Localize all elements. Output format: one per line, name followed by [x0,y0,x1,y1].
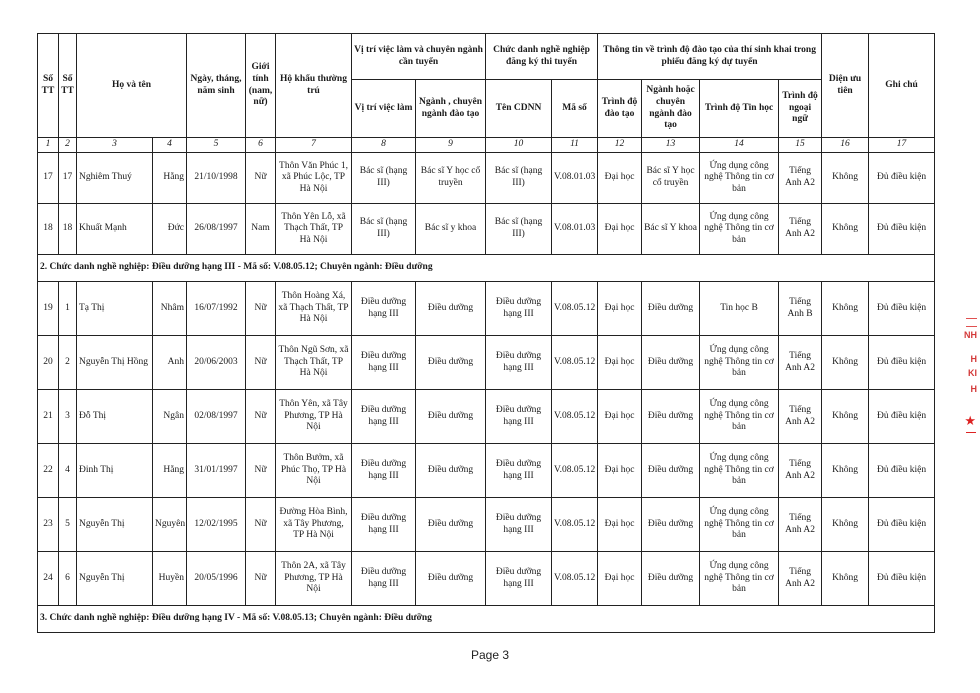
header-cdnn: Tên CDNN [486,80,552,138]
cell-dob: 02/08/1997 [187,390,246,444]
cell-major: Điều dưỡng [416,444,486,498]
cell-edu: Đại học [598,153,642,204]
header-title-group: Chức danh nghề nghiệp đăng ký thi tuyển [486,34,598,80]
section-2-title: 2. Chức danh nghề nghiệp: Điều dưỡng hạng III - Mã số: V.08.05.12; Chuyên ngành: Điều dưỡng [38,255,935,282]
cell-edu-major: Điều dưỡng [642,552,700,606]
header-code: Mã số [552,80,598,138]
cell-position: Điều dưỡng hạng III [352,498,416,552]
stamp-fragment-lines [966,318,977,327]
header-edu-level: Trình độ đào tạo [598,80,642,138]
cell-major: Điều dưỡng [416,282,486,336]
cell-cdnn: Bác sĩ (hạng III) [486,153,552,204]
cell-gender: Nữ [246,282,276,336]
cell-code: V.08.05.12 [552,282,598,336]
cell-it: Ứng dụng công nghệ Thông tin cơ bản [700,204,779,255]
cell-stt: 21 [38,390,59,444]
cell-address: Thôn Yên, xã Tây Phương, TP Hà Nội [276,390,352,444]
cell-edu: Đại học [598,204,642,255]
cell-given-name: Hằng [153,444,187,498]
cell-surname: Nguyễn Thị [77,552,153,606]
cell-gender: Nữ [246,498,276,552]
cell-priority: Không [822,336,869,390]
cell-stt: 18 [38,204,59,255]
cell-major: Điều dưỡng [416,390,486,444]
cell-gender: Nữ [246,153,276,204]
col-index: 6 [246,138,276,153]
header-address: Hộ khẩu thường trú [276,34,352,138]
col-index: 4 [153,138,187,153]
cell-lang: Tiếng Anh A2 [779,552,822,606]
cell-code: V.08.05.12 [552,444,598,498]
cell-edu-major: Điều dưỡng [642,498,700,552]
col-index: 13 [642,138,700,153]
col-index: 15 [779,138,822,153]
cell-it: Ứng dụng công nghệ Thông tin cơ bản [700,498,779,552]
header-stt2: Số TT [59,34,77,138]
cell-note: Đủ điều kiện [869,498,935,552]
cell-given-name: Anh [153,336,187,390]
cell-position: Điều dưỡng hạng III [352,336,416,390]
col-index: 11 [552,138,598,153]
table-row [38,498,935,552]
cell-stt: 20 [38,336,59,390]
cell-position: Điều dưỡng hạng III [352,552,416,606]
col-index: 14 [700,138,779,153]
header-dob: Ngày, tháng, năm sinh [187,34,246,138]
cell-note: Đủ điều kiện [869,204,935,255]
cell-address: Thôn Văn Phúc 1, xã Phúc Lộc, TP Hà Nội [276,153,352,204]
cell-surname: Nguyễn Thị Hồng [77,336,153,390]
section-row [38,255,935,282]
cell-code: V.08.05.12 [552,498,598,552]
cell-note: Đủ điều kiện [869,552,935,606]
header-major: Ngành , chuyên ngành đào tạo [416,80,486,138]
cell-priority: Không [822,498,869,552]
cell-stt2: 6 [59,552,77,606]
cell-edu-major: Điều dưỡng [642,390,700,444]
cell-stt: 24 [38,552,59,606]
cell-note: Đủ điều kiện [869,390,935,444]
cell-dob: 16/07/1992 [187,282,246,336]
table-row [38,282,935,336]
cell-dob: 20/05/1996 [187,552,246,606]
col-index: 17 [869,138,935,153]
cell-edu-major: Bác sĩ Y học cổ truyền [642,153,700,204]
cell-it: Tin học B [700,282,779,336]
cell-it: Ứng dụng công nghệ Thông tin cơ bản [700,336,779,390]
header-row-1 [38,34,935,80]
cell-stt: 23 [38,498,59,552]
cell-stt2: 5 [59,498,77,552]
cell-stt2: 2 [59,336,77,390]
cell-lang: Tiếng Anh A2 [779,204,822,255]
table-row [38,153,935,204]
cell-code: V.08.05.12 [552,552,598,606]
cell-stt: 19 [38,282,59,336]
cell-major: Điều dưỡng [416,552,486,606]
cell-given-name: Nguyên [153,498,187,552]
cell-major: Điều dưỡng [416,498,486,552]
col-index: 9 [416,138,486,153]
col-index: 5 [187,138,246,153]
cell-gender: Nam [246,204,276,255]
section-row [38,606,935,633]
page-number: Page 3 [470,648,510,662]
cell-surname: Tạ Thị [77,282,153,336]
table-row [38,204,935,255]
table-row [38,444,935,498]
cell-surname: Khuất Mạnh [77,204,153,255]
cell-it: Ứng dụng công nghệ Thông tin cơ bản [700,153,779,204]
cell-stt2: 1 [59,282,77,336]
col-index: 8 [352,138,416,153]
cell-priority: Không [822,282,869,336]
candidate-table [37,33,935,633]
stamp-fragment-text: KI [968,368,977,378]
cell-surname: Đỗ Thị [77,390,153,444]
cell-gender: Nữ [246,390,276,444]
cell-major: Bác sĩ Y học cổ truyền [416,153,486,204]
cell-edu-major: Bác sĩ Y khoa [642,204,700,255]
cell-given-name: Hằng [153,153,187,204]
column-index-row [38,138,935,153]
cell-edu-major: Điều dưỡng [642,444,700,498]
cell-address: Thôn 2A, xã Tây Phương, TP Hà Nội [276,552,352,606]
cell-cdnn: Điều dưỡng hạng III [486,498,552,552]
cell-dob: 12/02/1995 [187,498,246,552]
table-row [38,552,935,606]
header-position: Vị trí việc làm [352,80,416,138]
cell-lang: Tiếng Anh A2 [779,153,822,204]
col-index: 7 [276,138,352,153]
cell-edu: Đại học [598,390,642,444]
col-index: 16 [822,138,869,153]
cell-position: Bác sĩ (hạng III) [352,153,416,204]
header-lang-level: Trình độ ngoại ngữ [779,80,822,138]
cell-surname: Nghiêm Thuý [77,153,153,204]
cell-gender: Nữ [246,336,276,390]
cell-stt2: 17 [59,153,77,204]
section-3-title: 3. Chức danh nghề nghiệp: Điều dưỡng hạng IV - Mã số: V.08.05.13; Chuyên ngành: Điều dưỡng [38,606,935,633]
table-row [38,390,935,444]
cell-note: Đủ điều kiện [869,282,935,336]
cell-code: V.08.05.12 [552,336,598,390]
cell-gender: Nữ [246,444,276,498]
cell-code: V.08.01.03 [552,153,598,204]
cell-stt2: 4 [59,444,77,498]
cell-lang: Tiếng Anh A2 [779,498,822,552]
header-it-level: Trình độ Tin học [700,80,779,138]
cell-position: Điều dưỡng hạng III [352,390,416,444]
cell-cdnn: Điều dưỡng hạng III [486,552,552,606]
cell-lang: Tiếng Anh A2 [779,390,822,444]
header-edu-major: Ngành hoặc chuyên ngành đào tạo [642,80,700,138]
cell-position: Điều dưỡng hạng III [352,282,416,336]
cell-address: Thôn Hoàng Xá, xã Thạch Thất, TP Hà Nội [276,282,352,336]
cell-address: Thôn Bưởm, xã Phúc Thọ, TP Hà Nội [276,444,352,498]
cell-priority: Không [822,390,869,444]
cell-dob: 31/01/1997 [187,444,246,498]
cell-cdnn: Điều dưỡng hạng III [486,336,552,390]
cell-surname: Nguyễn Thị [77,498,153,552]
header-position-group: Vị trí việc làm và chuyên ngành cần tuyển [352,34,486,80]
cell-address: Thôn Yên Lỗ, xã Thạch Thất, TP Hà Nội [276,204,352,255]
cell-cdnn: Điều dưỡng hạng III [486,282,552,336]
cell-edu: Đại học [598,336,642,390]
cell-cdnn: Điều dưỡng hạng III [486,390,552,444]
cell-note: Đủ điều kiện [869,153,935,204]
cell-lang: Tiếng Anh B [779,282,822,336]
stamp-fragment-text: H [970,354,977,364]
cell-lang: Tiếng Anh A2 [779,444,822,498]
cell-cdnn: Bác sĩ (hạng III) [486,204,552,255]
stamp-fragment-line [966,432,976,433]
cell-cdnn: Điều dưỡng hạng III [486,444,552,498]
cell-major: Điều dưỡng [416,336,486,390]
header-priority: Diện ưu tiên [822,34,869,138]
cell-given-name: Ngân [153,390,187,444]
cell-note: Đủ điều kiện [869,336,935,390]
cell-code: V.08.01.03 [552,204,598,255]
header-info-group: Thông tin về trình độ đào tạo của thí sinh khai trong phiếu đăng ký dự tuyển [598,34,822,80]
stamp-fragment-text: NH [964,330,977,340]
cell-edu-major: Điều dưỡng [642,336,700,390]
cell-dob: 21/10/1998 [187,153,246,204]
cell-edu: Đại học [598,552,642,606]
cell-code: V.08.05.12 [552,390,598,444]
header-gender: Giới tính (nam, nữ) [246,34,276,138]
cell-priority: Không [822,444,869,498]
cell-priority: Không [822,153,869,204]
cell-dob: 26/08/1997 [187,204,246,255]
table-row [38,336,935,390]
cell-position: Bác sĩ (hạng III) [352,204,416,255]
col-index: 1 [38,138,59,153]
cell-it: Ứng dụng công nghệ Thông tin cơ bản [700,390,779,444]
cell-edu: Đại học [598,444,642,498]
stamp-star-icon: ★ [964,413,976,428]
cell-lang: Tiếng Anh A2 [779,336,822,390]
col-index: 12 [598,138,642,153]
header-stt: Số TT [38,34,59,138]
cell-stt2: 18 [59,204,77,255]
cell-priority: Không [822,204,869,255]
cell-given-name: Đức [153,204,187,255]
cell-given-name: Nhâm [153,282,187,336]
header-name: Họ và tên [77,34,187,138]
cell-major: Bác sĩ y khoa [416,204,486,255]
cell-edu: Đại học [598,498,642,552]
col-index: 10 [486,138,552,153]
cell-priority: Không [822,552,869,606]
stamp-fragment-text: H [970,384,977,394]
cell-it: Ứng dụng công nghệ Thông tin cơ bản [700,444,779,498]
cell-address: Đường Hòa Bình, xã Tây Phương, TP Hà Nội [276,498,352,552]
cell-stt: 22 [38,444,59,498]
cell-gender: Nữ [246,552,276,606]
col-index: 2 [59,138,77,153]
header-note: Ghi chú [869,34,935,138]
cell-dob: 20/06/2003 [187,336,246,390]
cell-position: Điều dưỡng hạng III [352,444,416,498]
cell-stt2: 3 [59,390,77,444]
col-index: 3 [77,138,153,153]
cell-it: Ứng dụng công nghệ Thông tin cơ bản [700,552,779,606]
cell-address: Thôn Ngũ Sơn, xã Thạch Thất, TP Hà Nội [276,336,352,390]
cell-edu-major: Điều dưỡng [642,282,700,336]
cell-note: Đủ điều kiện [869,444,935,498]
cell-surname: Đinh Thị [77,444,153,498]
cell-stt: 17 [38,153,59,204]
cell-given-name: Huyền [153,552,187,606]
cell-edu: Đại học [598,282,642,336]
